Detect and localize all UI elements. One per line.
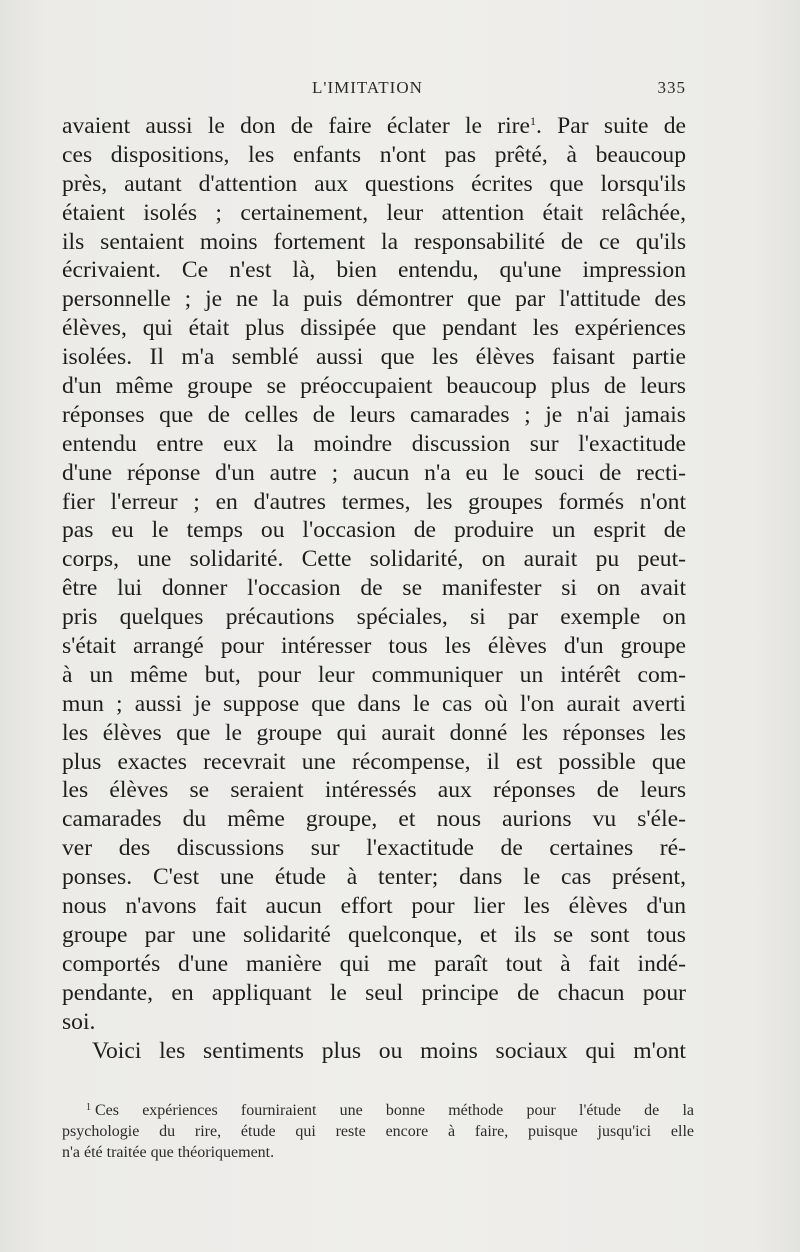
footnote-line: n'a été traitée que théoriquement. [62, 1144, 275, 1161]
text-line: à un même but, pour leur communiquer un intérêt com- [62, 661, 686, 688]
text-line: d'un même groupe se préoccupaient beaucoup plus de leurs [62, 373, 686, 400]
text-line: écrivaient. Ce n'est là, bien entendu, qu'une impression [62, 257, 686, 284]
text-line: ils sentaient moins fortement la responsabilité de ce qu'ils [62, 228, 686, 255]
text-line: groupe par une solidarité quelconque, et ils se sont tous [62, 921, 686, 948]
text-line: entendu entre eux la moindre discussion sur l'exactitude [62, 430, 686, 457]
text-line: avaient aussi le don de faire éclater le rire$^1$. Par suite de [62, 113, 686, 139]
running-title: L'IMITATION [312, 78, 423, 97]
text-line: d'une réponse d'un autre ; aucun n'a eu le souci de recti- [62, 459, 686, 486]
body-text [62, 112, 686, 1065]
text-line: les élèves que le groupe qui aurait donné les réponses les [62, 719, 686, 746]
text-line: pas eu le temps ou l'occasion de produire un esprit de [62, 517, 686, 544]
text-line: ces dispositions, les enfants n'ont pas prêté, à beaucoup [62, 141, 686, 168]
page-number: 335 [657, 78, 686, 97]
text-line: pendante, en appliquant le seul principe de chacun pour [62, 979, 686, 1006]
text-line: nous n'avons fait aucun effort pour lier les élèves d'un [62, 893, 686, 920]
footnote-reference: 1 [530, 114, 536, 128]
text-line: pris quelques précautions spéciales, si par exemple on [62, 604, 686, 631]
text-line: fier l'erreur ; en d'autres termes, les groupes formés n'ont [62, 488, 686, 515]
text-line: personnelle ; je ne la puis démontrer que par l'attitude des [62, 286, 686, 313]
text-line: soi. [62, 1008, 96, 1035]
text-line: isolées. Il m'a semblé aussi que les élèves faisant partie [62, 344, 686, 371]
footnote-marker: 1 [86, 1102, 91, 1113]
text-line: ponses. C'est une étude à tenter; dans le cas présent, [62, 864, 686, 891]
text-line: les élèves se seraient intéressés aux réponses de leurs [62, 777, 686, 804]
footnote [62, 1100, 694, 1163]
running-header [62, 74, 686, 100]
text-line: près, autant d'attention aux questions écrites que lorsqu'ils [62, 170, 686, 197]
footnote-line: psychologie du rire, étude qui reste encore à faire, puisque jusqu'ici elle [62, 1123, 694, 1140]
text-line: corps, une solidarité. Cette solidarité, on aurait pu peut- [62, 546, 686, 573]
text-line: mun ; aussi je suppose que dans le cas où l'on aurait averti [62, 690, 686, 717]
text-line: être lui donner l'occasion de se manifester si on avait [62, 575, 686, 602]
text-line: réponses que de celles de leurs camarades ; je n'ai jamais [62, 401, 686, 428]
text-line: plus exactes recevrait une récompense, il est possible que [62, 748, 686, 775]
footnote-line: $^1$ Ces expériences fourniraient une bonne méthode pour l'étude de la [86, 1102, 694, 1119]
text-line: ver des discussions sur l'exactitude de certaines ré- [62, 835, 686, 862]
text-line: s'était arrangé pour intéresser tous les élèves d'un groupe [62, 633, 686, 660]
text-line: élèves, qui était plus dissipée que pendant les expériences [62, 315, 686, 342]
text-line: étaient isolés ; certainement, leur attention était relâchée, [62, 199, 686, 226]
text-line: camarades du même groupe, et nous aurions vu s'éle- [62, 806, 686, 833]
text-line: comportés d'une manière qui me paraît tout à fait indé- [62, 950, 686, 977]
paragraph-start-line: Voici les sentiments plus ou moins sociaux qui m'ont [92, 1037, 686, 1064]
